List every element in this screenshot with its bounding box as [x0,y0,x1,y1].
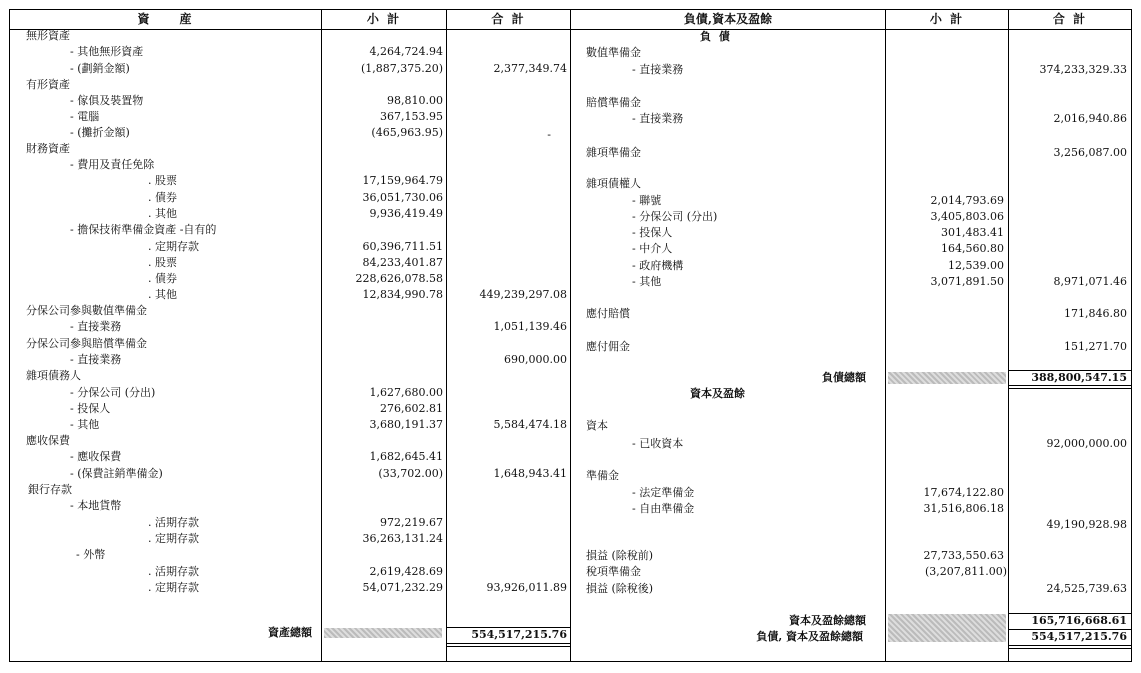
total-value: 3,256,087.00 [1053,146,1127,159]
row-label: - 已收資本 [632,437,684,450]
row-label: . 債券 [148,191,177,204]
row-label: . 其他 [148,288,177,301]
total-assets-label: 資產總額 [268,626,312,639]
subtotal-value: 2,619,428.69 [369,565,443,578]
subtotal-value: 3,071,891.50 [930,275,1004,288]
row-label: 分保公司參與數值準備金 [26,304,147,317]
col-divider [446,9,447,662]
subtotal-value: 12,539.00 [948,259,1004,272]
total-liabilities-value: 388,800,547.15 [1031,371,1127,384]
total-capital-label: 資本及盈餘總額 [789,614,866,627]
total-value: 5,584,474.18 [493,418,567,431]
row-label: 稅項準備金 [586,565,641,578]
row-label: 應付賠償 [586,307,630,320]
header-subtotal-right: 小 計 [929,12,965,26]
row-label: - 其他 [632,275,662,288]
row-label: - (保費註銷準備金) [70,467,163,480]
row-label: - 直接業務 [632,63,684,76]
row-label: - 政府機構 [632,259,684,272]
col-divider [1008,9,1009,662]
total-value: 1,648,943.41 [493,467,567,480]
total-value: 690,000.00 [504,353,567,366]
total-value: 374,233,329.33 [1039,63,1127,76]
row-label: - 其他 [70,418,100,431]
total-value: 93,926,011.89 [486,581,567,594]
shaded-cell [888,614,1006,642]
subtotal-value: 60,396,711.51 [362,240,443,253]
row-label: . 定期存款 [148,532,199,545]
row-label: - 費用及責任免除 [70,158,155,171]
subtotal-value: 367,153.95 [380,110,443,123]
total-value: 171,846.80 [1064,307,1127,320]
subtotal-value: 36,051,730.06 [362,191,443,204]
row-label: - 本地貨幣 [70,499,122,512]
row-label: . 股票 [148,174,177,187]
subtotal-value: 54,071,232.29 [362,581,443,594]
subtotal-value: 31,516,806.18 [923,502,1004,515]
row-label: - 電腦 [70,110,100,123]
row-label: 雜項準備金 [586,146,641,159]
row-label: - 傢俱及裝置物 [70,94,144,107]
subtotal-value: 228,626,078.58 [355,272,443,285]
row-label: 有形資產 [26,78,70,91]
row-label: 分保公司參與賠償準備金 [26,337,147,350]
col-divider [570,9,571,662]
total-liabilities-label: 負債總額 [822,371,866,384]
subtotal-value: 2,014,793.69 [930,194,1004,207]
total-value: 49,190,928.98 [1046,518,1127,531]
total-capital-value: 165,716,668.61 [1031,614,1127,627]
total-value: 2,016,940.86 [1053,112,1127,125]
total-value: 2,377,349.74 [493,62,567,75]
row-label: - (劃銷金額) [70,62,130,75]
subtotal-value: 3,680,191.37 [369,418,443,431]
row-label: 應付佣金 [586,340,630,353]
row-label: . 定期存款 [148,581,199,594]
total-value: 8,971,071.46 [1053,275,1127,288]
total-double-rule [447,643,570,647]
row-label: 銀行存款 [28,483,72,496]
total-value: 92,000,000.00 [1046,437,1127,450]
subtotal-value: 17,159,964.79 [362,174,443,187]
row-label: 雜項債權人 [586,177,641,190]
row-label: . 債券 [148,272,177,285]
shaded-cell [888,372,1006,384]
subtotal-value: (33,702.00) [378,467,443,480]
subtotal-value: 17,674,122.80 [923,486,1004,499]
row-label: - 自由準備金 [632,502,695,515]
subtotal-value: 98,810.00 [387,94,443,107]
row-label: - 應收保費 [70,450,122,463]
row-label: . 活期存款 [148,516,199,529]
subtotal-value: 36,263,131.24 [362,532,443,545]
total-value: 449,239,297.08 [479,288,567,301]
subtotal-value: 972,219.67 [380,516,443,529]
row-label: - 外幣 [76,548,106,561]
row-label: 無形資產 [26,29,70,42]
header-liabilities-capital: 負債,資本及盈餘 [683,12,773,26]
header-total-right: 合 計 [1052,12,1088,26]
row-label: . 其他 [148,207,177,220]
row-label: 損益 (除稅前) [586,549,654,562]
subtotal-value: 3,405,803.06 [930,210,1004,223]
header-total-left: 合 計 [491,12,526,26]
row-label: - 直接業務 [70,320,122,333]
subtotal-value: 301,483.41 [941,226,1004,239]
row-label: - 分保公司 (分出) [70,386,156,399]
subtotal-value: 1,682,645.41 [369,450,443,463]
subtotal-value: 27,733,550.63 [923,549,1004,562]
col-divider [1131,9,1132,662]
row-label: 應收保費 [26,434,70,447]
row-label: - 其他無形資產 [70,45,144,58]
section-heading: 負 債 [700,30,732,43]
subtotal-value: 9,936,419.49 [369,207,443,220]
row-label: 準備金 [586,469,619,482]
row-label: . 股票 [148,256,177,269]
shaded-cell [324,628,442,638]
row-label: - (攤折金額) [70,126,130,139]
row-label: 財務資產 [26,142,70,155]
grand-total-value: 554,517,215.76 [1031,630,1127,643]
row-label: - 直接業務 [70,353,122,366]
subtotal-value: 164,560.80 [941,242,1004,255]
subtotal-value: 84,233,401.87 [362,256,443,269]
subtotal-value: (465,963.95) [371,126,443,139]
subtotal-value: 1,627,680.00 [369,386,443,399]
row-label: - 直接業務 [632,112,684,125]
row-label: - 分保公司 (分出) [632,210,718,223]
subtotal-value: 276,602.81 [380,402,443,415]
total-double-rule [1009,645,1131,649]
row-label: - 投保人 [632,226,673,239]
col-divider [9,9,10,662]
total-double-rule [1009,385,1131,389]
row-label: 數值準備金 [586,46,641,59]
subtotal-value: 12,834,990.78 [362,288,443,301]
row-label: 損益 (除稅後) [586,582,654,595]
row-label: - 聯號 [632,194,662,207]
row-label: . 活期存款 [148,565,199,578]
subtotal-value: (3,207,811.00) [924,565,1007,578]
subtotal-value: 4,264,724.94 [369,45,443,58]
row-label: 賠償準備金 [586,96,641,109]
total-value: 24,525,739.63 [1046,582,1127,595]
header-assets: 資 産 [137,12,194,26]
section-heading: 資本及盈餘 [690,387,745,400]
total-value: 1,051,139.46 [493,320,567,333]
row-label: . 定期存款 [148,240,199,253]
row-label: 雜項債務人 [26,369,81,382]
row-label: - 投保人 [70,402,111,415]
row-label: - 擔保技術準備金資產 -自有的 [70,223,217,236]
grand-total-label: 負債, 資本及盈餘總額 [756,630,863,643]
total-value: 151,271.70 [1064,340,1127,353]
total-assets-value: 554,517,215.76 [471,628,567,641]
row-label: - 中介人 [632,242,673,255]
row-label: - 法定準備金 [632,486,695,499]
subtotal-value: (1,887,375.20) [360,62,443,75]
row-label: 資本 [586,419,608,432]
header-subtotal-left: 小 計 [366,12,402,26]
total-value: - [547,128,551,141]
